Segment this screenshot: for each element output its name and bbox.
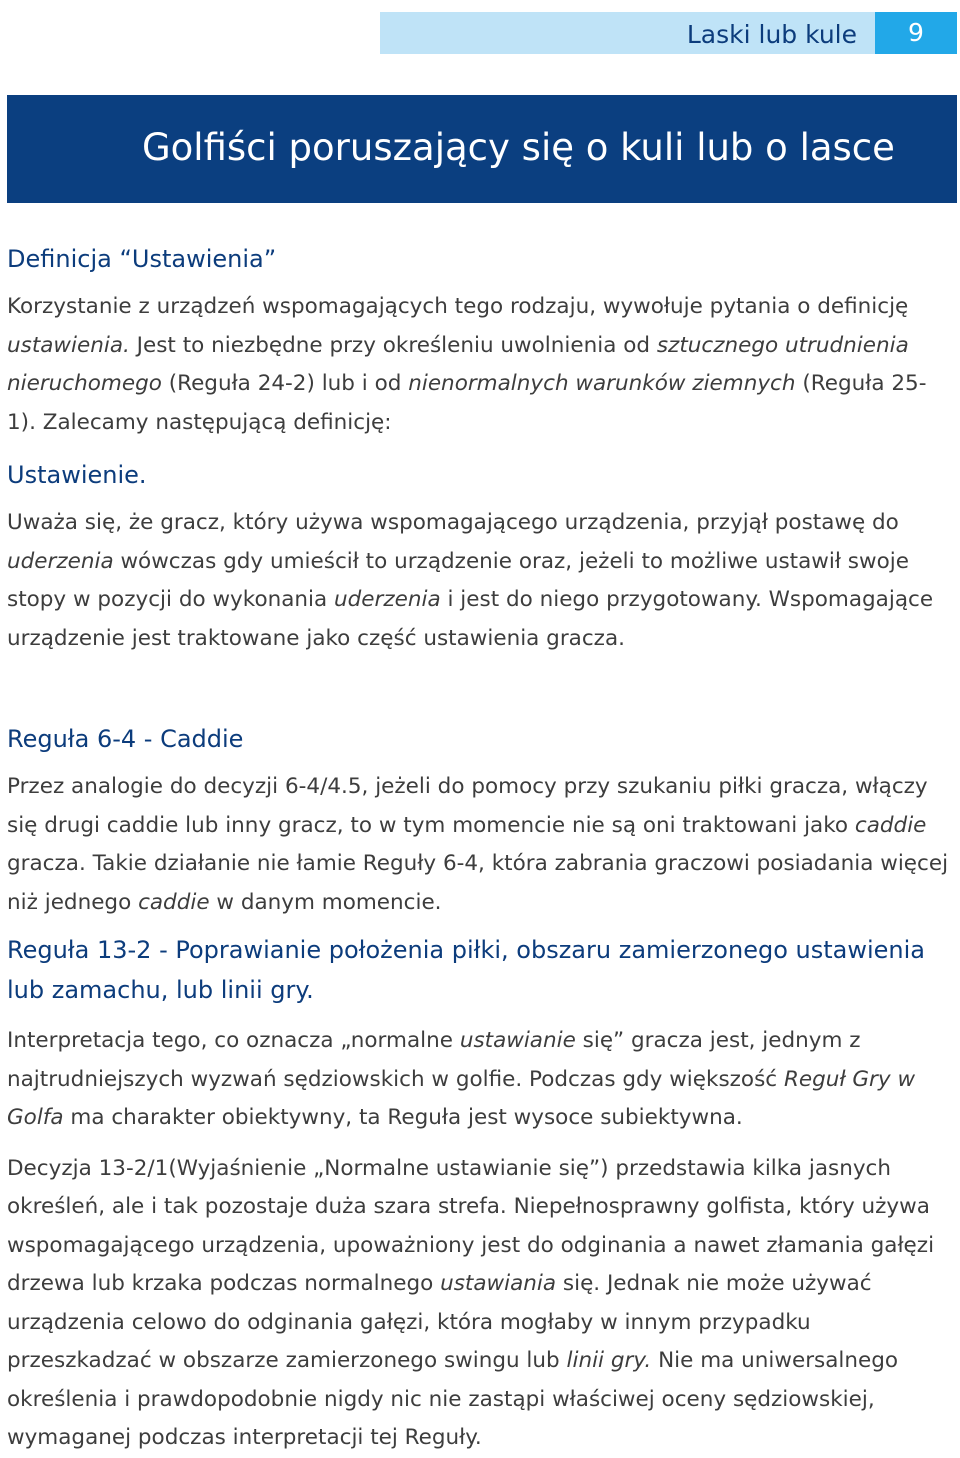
stance-paragraph bbox=[7, 504, 953, 658]
italic-term: ustawienia. bbox=[7, 332, 130, 358]
text-segment: (Reguła 24-2) lub i od bbox=[161, 371, 409, 396]
definition-term: Ustawienie. bbox=[7, 461, 147, 489]
text-segment: gracza. Takie działanie nie łamie Reguły 6-4, która zabrania graczowi posiadania więcej niż jednego bbox=[7, 851, 949, 915]
italic-term: sztucznego utrudnienia nieruchomego bbox=[7, 332, 909, 396]
interpretation-paragraph bbox=[7, 1022, 953, 1138]
text-segment: Interpretacja tego, co oznacza „normalne bbox=[7, 1028, 460, 1053]
italic-term: ustawianie bbox=[459, 1028, 576, 1053]
italic-term: Reguł Gry w Golfa bbox=[7, 1066, 916, 1130]
text-segment: się. Jednak nie może używać urządzenia celowo do odginania gałęzi, która mogłaby w innym przypadku przeszkadzać w obszarze zamierzonego swingu lub bbox=[7, 1271, 872, 1373]
rule-6-4-heading: Reguła 6-4 - Caddie bbox=[7, 725, 244, 753]
italic-term: caddie bbox=[138, 889, 210, 915]
rule-13-2-heading: Reguła 13-2 - Poprawianie położenia piłki, obszaru zamierzonego ustawienia lub zamachu, lub linii gry. bbox=[7, 936, 925, 1004]
header-band bbox=[380, 12, 875, 54]
page-number: 9 bbox=[875, 12, 957, 54]
italic-term: nienormalnych warunków ziemnych bbox=[408, 371, 796, 396]
title-banner bbox=[7, 95, 957, 203]
definition-paragraph bbox=[7, 288, 953, 442]
decision-paragraph bbox=[7, 1150, 953, 1458]
italic-term: uderzenia bbox=[7, 548, 114, 574]
text-segment: Uważa się, że gracz, który używa wspomagającego urządzenia, przyjął postawę do bbox=[7, 510, 899, 535]
text-segment: Nie ma uniwersalnego określenia i prawdopodobnie nigdy nic nie zastąpi właściwej oceny sędziowskiej, wymaganej podczas interpretacji tej Reguły. bbox=[7, 1348, 899, 1450]
text-segment: ma charakter obiektywny, ta Reguła jest wysoce subiektywna. bbox=[63, 1105, 743, 1130]
text-segment: i jest do niego przygotowany. Wspomagające urządzenie jest traktowane jako część ustawienia gracza. bbox=[7, 587, 934, 651]
italic-term: linii gry. bbox=[566, 1348, 652, 1373]
italic-term: ustawiania bbox=[440, 1271, 557, 1296]
text-segment: Przez analogie do decyzji 6-4/4.5, jeżeli do pomocy przy szukaniu piłki gracza, włączy się drugi caddie lub inny gracz, to w tym momencie nie są oni traktowani jako bbox=[7, 774, 928, 838]
text-segment: Korzystanie z urządzeń wspomagających tego rodzaju, wywołuje pytania o definicję bbox=[7, 294, 909, 319]
definition-heading: Definicja “Ustawienia” bbox=[7, 245, 277, 273]
section-title: Laski lub kule bbox=[686, 20, 857, 49]
text-segment: Jest to niezbędne przy określeniu uwolnienia od bbox=[129, 332, 657, 358]
text-segment: Decyzja 13-2/1(Wyjaśnienie „Normalne ustawianie się”) przedstawia kilka jasnych określeń, ale i tak pozostaje duża szara strefa. Niepełnosprawny golfista, który używa wspomagającego urządzenia, upoważniony jest do odginania a nawet złamania gałęzi drzewa lub krzaka podczas normalnego bbox=[7, 1155, 935, 1296]
text-segment: wówczas gdy umieścił to urządzenie oraz, jeżeli to możliwe ustawił swoje stopy w pozycji do wykonania bbox=[7, 548, 909, 612]
text-segment: się” gracza jest, jednym z najtrudniejszych wyzwań sędziowskich w golfie. Podczas gdy większość bbox=[7, 1028, 861, 1092]
italic-term: uderzenia bbox=[334, 587, 441, 612]
main-content bbox=[7, 240, 953, 1458]
text-segment: w danym momencie. bbox=[209, 889, 442, 915]
caddie-paragraph bbox=[7, 768, 953, 922]
italic-term: caddie bbox=[854, 812, 927, 838]
text-segment: (Reguła 25-1). Zalecamy następującą definicję: bbox=[7, 371, 927, 435]
page-title: Golfiści poruszający się o kuli lub o lasce bbox=[142, 126, 895, 169]
